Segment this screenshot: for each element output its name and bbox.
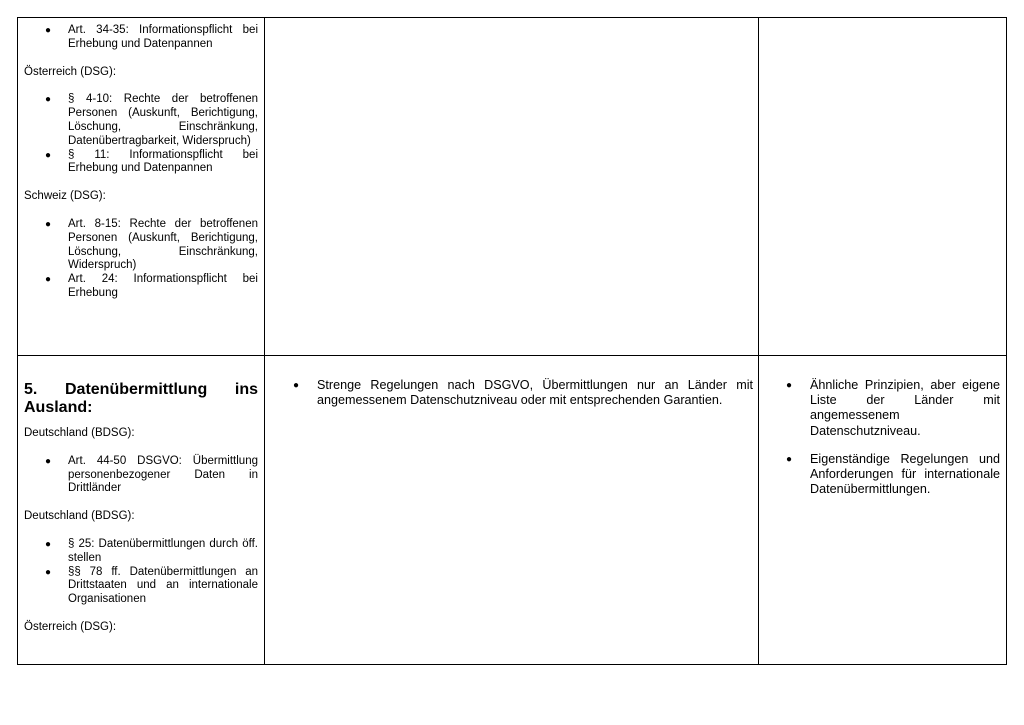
list-item: ● Strenge Regelungen nach DSGVO, Übermittlungen nur an Länder mit angemessenem Datenschutzniveau oder mit entsprechenden Garantien. [285,378,753,408]
row2-col3-cell [778,378,1000,497]
section-heading-line1: 5. Datenübermittlung ins [24,381,258,398]
row-divider [18,355,1006,356]
bullet-list-germany-a [24,455,258,496]
bullet-list-switzerland [24,218,258,301]
bullet-list-eu [285,378,753,408]
comparison-table [17,17,1007,665]
column-divider [264,18,265,664]
country-label-austria: Österreich (DSG): [24,65,117,78]
list-item: ● Art. 8-15: Rechte der betroffenen Personen (Auskunft, Berichtigung, Löschung, Einschränkung, Widerspruch) [24,218,258,273]
list-item: ● Art. 24: Informationspflicht bei Erhebung [24,273,258,301]
section-heading-line2: Ausland: [24,399,93,416]
list-item: ● §§ 78 ff. Datenübermittlungen an Drittstaaten und an internationale Organisationen [24,566,258,607]
country-label-germany: Deutschland (BDSG): [24,510,135,523]
list-item: ● Art. 44-50 DSGVO: Übermittlung personenbezogener Daten in Drittländer [24,455,258,496]
country-label-switzerland: Schweiz (DSG): [24,190,106,203]
column-divider [758,18,759,664]
bullet-list-top [24,24,258,52]
country-label-germany: Deutschland (BDSG): [24,427,135,439]
country-label-austria: Österreich (DSG): [24,620,117,633]
row1-col1-cell [24,24,258,301]
list-item: ● § 25: Datenübermittlungen durch öff. stellen [24,538,258,566]
bullet-list-austria [24,93,258,176]
list-item: ● Ähnliche Prinzipien, aber eigene Liste der Länder mit angemessenem Datenschutzniveau. [778,378,1000,439]
bullet-list-germany-b [24,538,258,607]
bullet-list-swiss [778,378,1000,497]
row2-col1-cell [24,381,258,635]
list-item: ● § 4-10: Rechte der betroffenen Personen (Auskunft, Berichtigung, Löschung, Einschränkung, Datenübertragbarkeit, Widerspruch) [24,93,258,148]
list-item: ● Eigenständige Regelungen und Anforderungen für internationale Datenübermittlungen. [778,452,1000,498]
list-item: ● Art. 34-35: Informationspflicht bei Erhebung und Datenpannen [24,24,258,52]
list-item: ● § 11: Informationspflicht bei Erhebung und Datenpannen [24,149,258,177]
row2-col2-cell [285,378,753,408]
